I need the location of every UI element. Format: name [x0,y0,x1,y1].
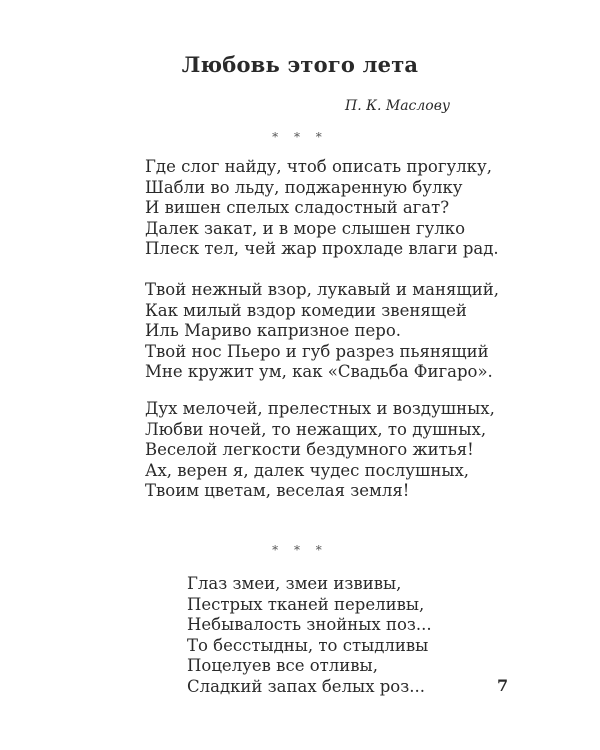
poem-line: Ах, верен я, далек чудес послушных, [145,460,470,480]
stanza-1 [145,157,499,260]
stanza-separator: * * * [272,130,328,144]
poem-line: Иль Мариво капризное перо. [145,321,402,340]
stanza-2 [145,280,499,383]
second-poem [187,574,432,697]
poem-line: Шабли во льду, поджаренную булку [145,177,463,197]
stanza-3 [145,399,495,502]
poem-line: Поцелуев все отливы, [187,656,378,675]
poem-line: Далек закат, и в море слышен гулко [145,218,466,238]
poem-line: Мне кружит ум, как «Свадьба Фигаро». [145,362,493,381]
poem-line: Где слог найду, чтоб описать прогулку, [145,157,492,176]
poem-line: Твой нежный взор, лукавый и манящий, [145,280,499,299]
poem-line: Дух мелочей, прелестных и воздушных, [145,399,495,418]
poem-separator: * * * [272,543,328,557]
poem-line: Пестрых тканей переливы, [187,594,425,614]
poem-line: Плеск тел, чей жар прохладе влаги рад. [145,239,499,258]
page-number: 7 [497,676,509,695]
poem-title: Любовь этого лета [181,52,419,77]
poem-line: Любви ночей, то нежащих, то душных, [145,419,487,439]
poem-line: Как милый вздор комедии звенящей [145,300,467,320]
poem-line: Твой нос Пьеро и губ разрез пьянящий [145,341,489,361]
dedication: П. К. Маслову [345,98,450,114]
poem-line: То бесстыдны, то стыдливы [187,635,429,655]
poem-line: И вишен спелых сладостный агат? [145,198,450,217]
poem-line: Небывалость знойных поз... [187,615,432,634]
poem-line: Глаз змеи, змеи извивы, [187,574,402,593]
poem-line: Сладкий запах белых роз... [187,676,425,696]
poem-line: Веселой легкости бездумного житья! [145,440,474,459]
poem-line: Твоим цветам, веселая земля! [145,481,410,500]
